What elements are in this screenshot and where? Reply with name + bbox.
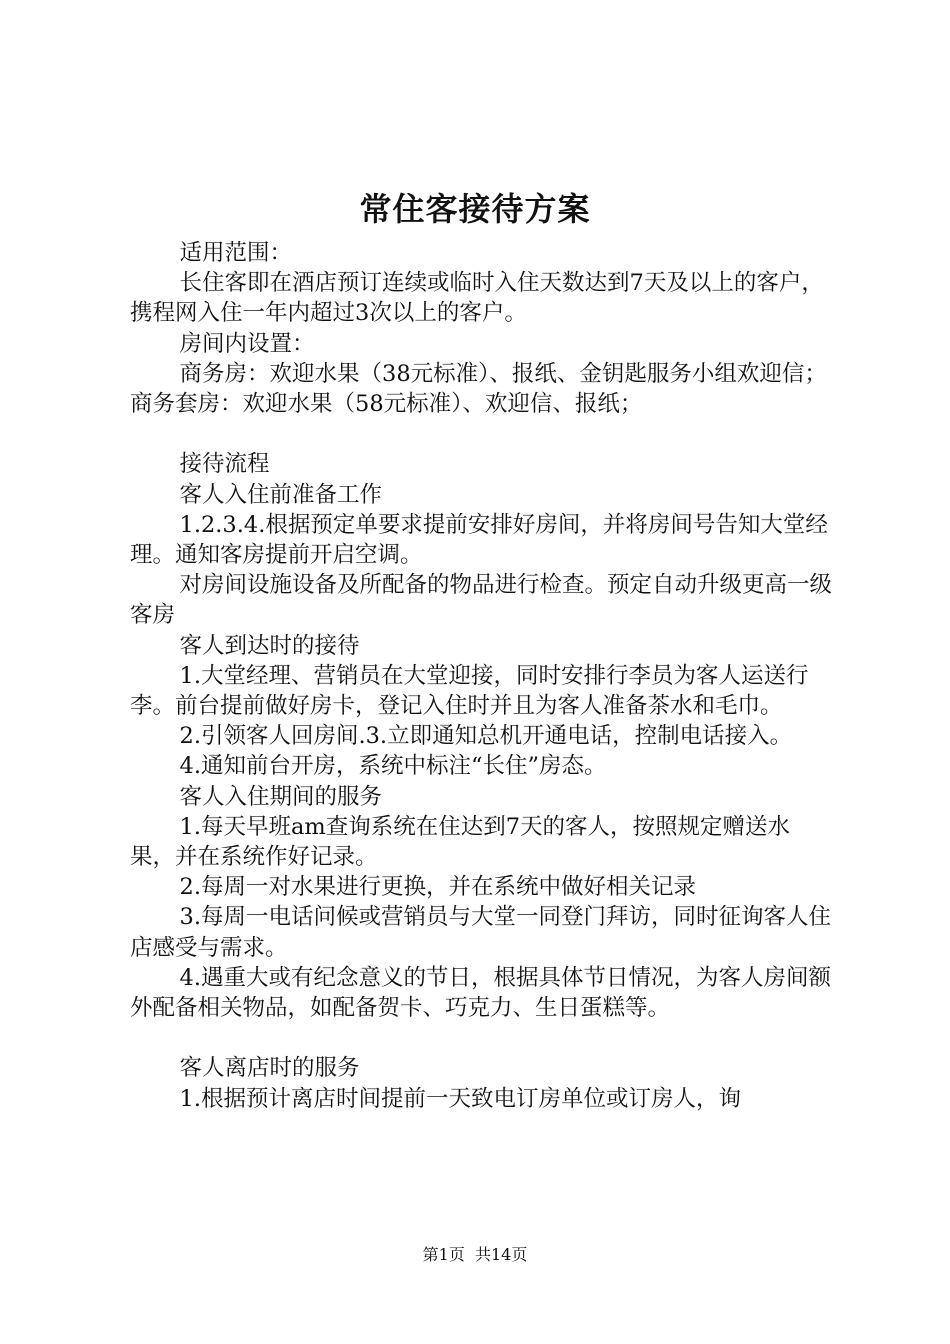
- subsection-heading: 客人入住期间的服务: [179, 783, 383, 810]
- paragraph: 1.大堂经理、营销员在大堂迎接，同时安排行李员为客人运送行李。前台提前做好房卡，登记入住时并且为客人准备茶水和毛巾。: [130, 662, 809, 720]
- paragraph: 4.通知前台开房，系统中标注“长住”房态。: [179, 753, 607, 780]
- paragraph: 长住客即在酒店预订连续或临时入住天数达到7天及以上的客户，携程网入住一年内超过3次以上的客户。: [130, 270, 824, 327]
- subsection-heading: 客人到达时的接待: [179, 632, 360, 659]
- page-footer: 第1页 共14页: [422, 1245, 528, 1264]
- paragraph: 4.遇重大或有纪念意义的节日，根据具体节日情况，为客人房间额外配备相关物品，如配备贺卡、巧克力、生日蛋糕等。: [130, 964, 831, 1022]
- paragraph: 2.引领客人回房间.3.立即通知总机开通电话，控制电话接入。: [179, 723, 793, 750]
- paragraph: 适用范围：: [179, 240, 293, 266]
- subsection-heading: 客人离店时的服务: [179, 1055, 360, 1082]
- document-body: [130, 238, 835, 1114]
- paragraph: 2.每周一对水果进行更换，并在系统中做好相关记录: [179, 874, 696, 901]
- paragraph: 1.2.3.4.根据预定单要求提前安排好房间，并将房间号告知大堂经理。通知客房提前开启空调。: [130, 511, 828, 569]
- document-title: 常住客接待方案: [359, 190, 591, 228]
- blank-line: [130, 419, 835, 449]
- paragraph: 商务房：欢迎水果（38元标准）、报纸、金钥匙服务小组欢迎信；商务套房：欢迎水果（58元标准）、欢迎信、报纸；: [130, 360, 827, 418]
- paragraph: 1.根据预计离店时间提前一天致电订房单位或订房人，询: [179, 1085, 741, 1112]
- paragraph: 对房间设施设备及所配备的物品进行检查。预定自动升级更高一级客房: [130, 572, 833, 629]
- blank-line: [130, 1023, 835, 1053]
- paragraph: 1.每天早班am查询系统在住达到7天的客人，按照规定赠送水果，并在系统作好记录。: [130, 813, 791, 871]
- section-heading: 接待流程: [179, 451, 270, 478]
- subsection-heading: 客人入住前准备工作: [179, 481, 383, 508]
- paragraph: 3.每周一电话问候或营销员与大堂一同登门拜访，同时征询客人住店感受与需求。: [130, 904, 831, 961]
- paragraph: 房间内设置：: [179, 330, 315, 357]
